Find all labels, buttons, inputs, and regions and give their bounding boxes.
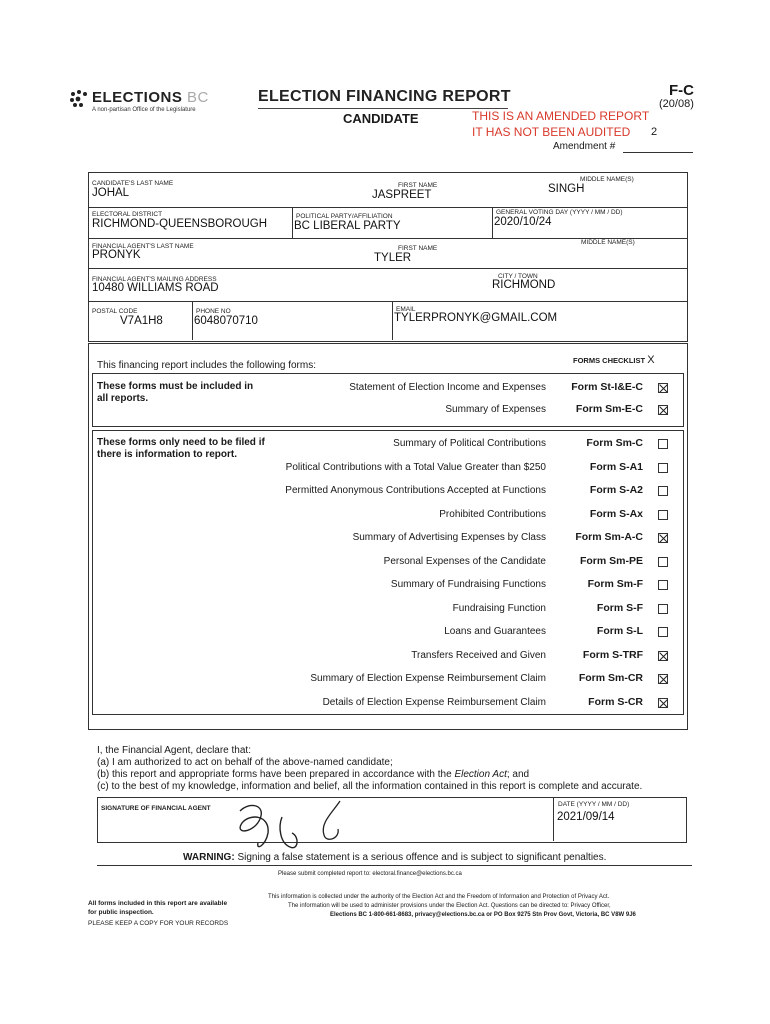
submit-instruction: Please submit completed report to: electoral.finance@elections.bc.ca (278, 871, 462, 877)
agent-last-name-label: FINANCIAL AGENT'S LAST NAME (92, 243, 194, 250)
amended-note-2: IT HAS NOT BEEN AUDITED (472, 125, 631, 139)
agent-first-name: TYLER (374, 252, 412, 264)
phone-label: PHONE NO (196, 308, 231, 315)
district-label: ELECTORAL DISTRICT (92, 211, 163, 218)
info-divider (88, 301, 688, 302)
info-divider (88, 207, 688, 208)
form-row-label: Summary of Advertising Expenses by Class (352, 532, 546, 543)
title-rule (258, 108, 508, 109)
amendment-label: Amendment # (553, 141, 616, 152)
candidate-middle-name-label: MIDDLE NAME(S) (580, 176, 634, 183)
email: TYLERPRONYK@GMAIL.COM (394, 312, 558, 324)
postal-code-label: POSTAL CODE (92, 308, 138, 315)
warning-label: WARNING: (183, 852, 235, 863)
form-row-code: Form S-F (596, 601, 643, 614)
candidate-first-name: JASPREET (372, 189, 432, 201)
amendment-line (623, 152, 693, 153)
form-row-label: Permitted Anonymous Contributions Accepted at Functions (285, 485, 546, 496)
declaration-a: (a) I am authorized to act on behalf of the above-named candidate; (97, 757, 393, 768)
optional-note: These forms only need to be filed if there is information to report. (97, 437, 265, 460)
candidate-last-name: JOHAL (92, 187, 130, 199)
form-code: F-C (669, 82, 694, 99)
form-checkbox[interactable] (658, 383, 668, 393)
postal-code: V7A1H8 (120, 315, 163, 327)
phone: 6048070710 (194, 315, 258, 327)
info-divider (392, 301, 393, 340)
warning-line (183, 852, 606, 863)
form-checkbox[interactable] (658, 463, 668, 473)
form-row-code: Form S-A1 (589, 460, 643, 473)
election-act-ref: Election Act (454, 769, 507, 780)
form-row-label: Summary of Expenses (445, 404, 546, 415)
form-row-code: Form S-L (596, 625, 643, 637)
public-note-2: for public inspection. (88, 909, 154, 916)
form-checkbox[interactable] (658, 698, 668, 708)
form-row-label: Political Contributions with a Total Value Greater than $250 (285, 461, 546, 473)
form-row-code: Form Sm-CR (578, 672, 643, 684)
public-note-1: All forms included in this report are available (88, 900, 228, 907)
form-row-label: Summary of Political Contributions (393, 438, 546, 449)
agent-address: 10480 WILLIAMS ROAD (92, 282, 219, 294)
report-subtitle: CANDIDATE (343, 111, 419, 126)
footer-rule (97, 865, 692, 866)
info-divider (492, 207, 493, 238)
checklist-label: FORMS CHECKLIST X (573, 354, 655, 366)
form-row-code: Form S-TRF (582, 648, 643, 661)
org-tagline: A non-partisan Office of the Legislature (92, 107, 196, 113)
declaration-c: (c) to the best of my knowledge, information and belief, all the information contained in this report is complete and accurate. (97, 781, 643, 792)
amended-note-1: THIS IS AN AMENDED REPORT (472, 109, 650, 123)
info-divider (192, 301, 193, 340)
privacy-line-3: Elections BC 1-800-661-8683, privacy@elections.bc.ca or PO Box 9275 Stn Prov Govt, Victoria, BC V8W 9J6 (330, 912, 636, 918)
form-checkbox[interactable] (658, 510, 668, 520)
voting-day-label: GENERAL VOTING DAY (YYYY / MM / DD) (496, 209, 623, 216)
form-checkbox[interactable] (658, 533, 668, 543)
form-row-code: Form S-A2 (589, 484, 643, 496)
candidate-middle-name: SINGH (548, 183, 585, 195)
form-checkbox[interactable] (658, 651, 668, 661)
agent-last-name: PRONYK (92, 249, 141, 261)
form-row-label: Details of Election Expense Reimbursement Claim (322, 696, 546, 708)
signature-divider (553, 797, 554, 841)
checklist-intro: This financing report includes the following forms: (97, 360, 316, 371)
org-name: ELECTIONS BC (92, 89, 209, 106)
form-row-label: Prohibited Contributions (439, 508, 546, 520)
email-label: EMAIL (396, 306, 416, 313)
form-row-label: Summary of Election Expense Reimbursement Claim (310, 673, 546, 684)
declaration-b: (b) this report and appropriate forms have been prepared in accordance with the Election Act; and (97, 769, 530, 780)
info-divider (88, 268, 688, 269)
org-suffix: BC (187, 89, 209, 106)
candidate-last-name-label: CANDIDATE'S LAST NAME (92, 180, 174, 187)
agent-first-name-label: FIRST NAME (398, 245, 438, 252)
info-divider (292, 207, 293, 238)
agent-middle-name-label: MIDDLE NAME(S) (581, 239, 635, 246)
party-label: POLITICAL PARTY/AFFILIATION (296, 213, 393, 220)
form-checkbox[interactable] (658, 580, 668, 590)
elections-bc-logo-icon (68, 88, 90, 110)
agent-address-label: FINANCIAL AGENT'S MAILING ADDRESS (92, 276, 217, 283)
form-checkbox[interactable] (658, 405, 668, 415)
form-row-code: Form Sm-A-C (575, 531, 643, 543)
checklist-mark: X (647, 354, 655, 366)
form-row-code: Form Sm-E-C (575, 403, 643, 415)
form-row-code: Form S-CR (588, 695, 643, 708)
form-row-code: Form Sm-C (586, 437, 643, 449)
form-row-code: Form Sm-F (587, 578, 643, 590)
signature-date: 2021/09/14 (557, 811, 615, 823)
form-row-label: Personal Expenses of the Candidate (383, 555, 546, 567)
agent-city: RICHMOND (492, 279, 556, 291)
privacy-line-1: This information is collected under the authority of the Election Act and the Freedom of Information and Protection of Privacy Act. (268, 894, 610, 900)
signature-label[interactable]: SIGNATURE OF FINANCIAL AGENT (101, 805, 211, 812)
report-title: ELECTION FINANCING REPORT (258, 88, 511, 105)
agent-city-label: CITY / TOWN (498, 273, 538, 280)
form-row-code: Form Sm-PE (579, 554, 643, 567)
form-date: (20/08) (659, 98, 694, 110)
form-row-code: Form S-Ax (589, 507, 643, 520)
amendment-number: 2 (651, 126, 658, 138)
form-row-label: Loans and Guarantees (444, 626, 546, 637)
voting-day: 2020/10/24 (494, 216, 552, 228)
form-checkbox[interactable] (658, 486, 668, 496)
form-checkbox[interactable] (658, 604, 668, 614)
form-checkbox[interactable] (658, 439, 668, 449)
form-row-label: Transfers Received and Given (411, 649, 546, 661)
privacy-line-2: The information will be used to administer provisions under the Election Act. Questions can be directed to: Privacy Officer, (288, 903, 611, 909)
declaration-intro: I, the Financial Agent, declare that: (97, 745, 251, 756)
agent-signature (220, 793, 410, 853)
party: BC LIBERAL PARTY (294, 220, 401, 232)
form-checkbox[interactable] (658, 627, 668, 637)
form-row-label: Statement of Election Income and Expenses (349, 382, 546, 393)
form-checkbox[interactable] (658, 674, 668, 684)
candidate-first-name-label: FIRST NAME (398, 182, 438, 189)
form-checkbox[interactable] (658, 557, 668, 567)
keep-copy-note: PLEASE KEEP A COPY FOR YOUR RECORDS (88, 920, 229, 927)
required-note: These forms must be included in all reports. (97, 381, 254, 404)
form-row-code: Form St-I&E-C (571, 381, 643, 393)
warning-text: Signing a false statement is a serious offence and is subject to significant penalties. (237, 852, 607, 863)
form-row-label: Fundraising Function (452, 602, 546, 614)
district: RICHMOND-QUEENSBOROUGH (92, 218, 268, 230)
form-row-label: Summary of Fundraising Functions (390, 579, 546, 590)
date-label: DATE (YYYY / MM / DD) (558, 801, 630, 808)
